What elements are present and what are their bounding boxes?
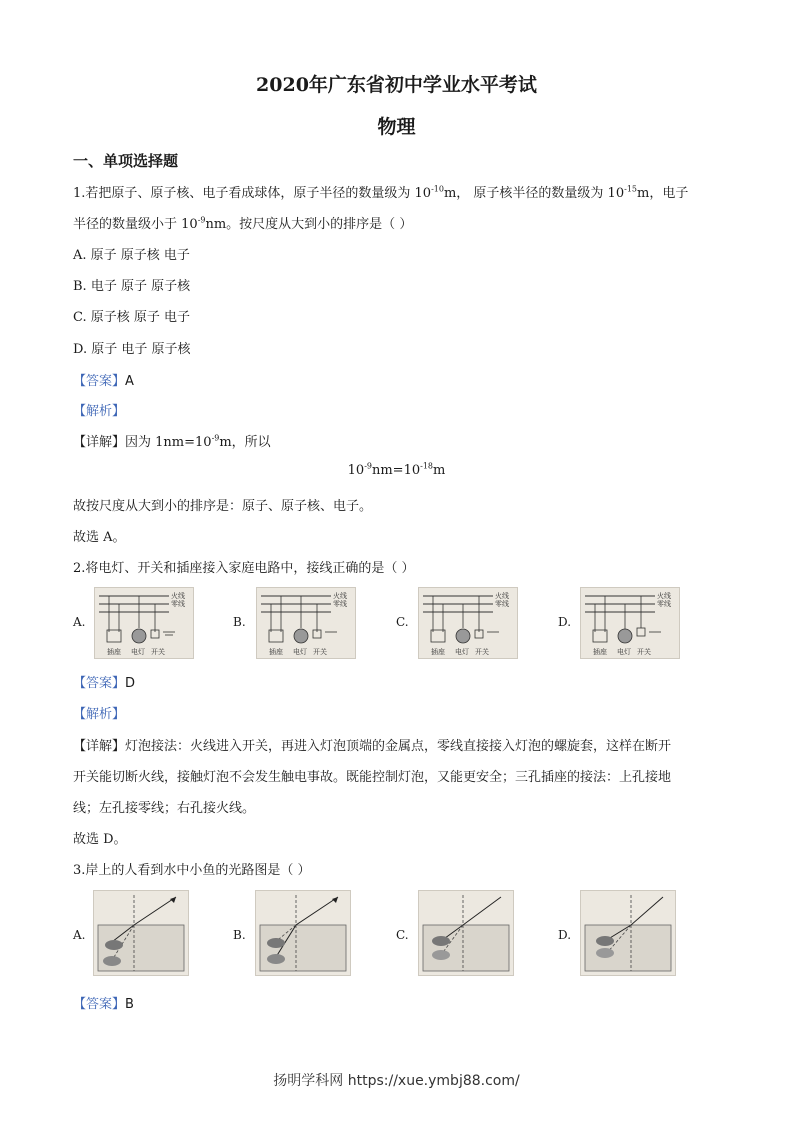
svg-text:火线: 火线 bbox=[171, 592, 185, 600]
q1-answer: 【答案】A bbox=[73, 374, 134, 389]
svg-text:电灯: 电灯 bbox=[293, 648, 307, 656]
svg-text:零线: 零线 bbox=[657, 600, 671, 608]
q3-optics-figure-d bbox=[580, 890, 676, 976]
svg-text:插座: 插座 bbox=[269, 648, 283, 656]
q1-equation: $10^{-9}nm=10^{-18}m$ bbox=[347, 461, 446, 478]
q1-stem-line2: 半径的数量级小于 $10^{-9}nm$。按尺度从大到小的排序是（ ） bbox=[73, 215, 413, 232]
q2-label-d: D. bbox=[558, 615, 572, 629]
q3-label-a: A. bbox=[73, 928, 86, 942]
svg-text:火线: 火线 bbox=[657, 592, 671, 600]
q3-options bbox=[0, 888, 793, 978]
q2-label-c: C. bbox=[396, 615, 409, 629]
q2-options bbox=[0, 585, 793, 665]
q2-circuit-figure-d bbox=[580, 587, 680, 659]
q2-label-b: B. bbox=[233, 615, 246, 629]
svg-text:插座: 插座 bbox=[107, 648, 121, 656]
q1-option-d: D. 原子 电子 原子核 bbox=[73, 342, 191, 357]
q3-label-d: D. bbox=[558, 928, 572, 942]
svg-text:开关: 开关 bbox=[151, 648, 165, 656]
svg-text:火线: 火线 bbox=[495, 592, 509, 600]
footer-watermark: 扬明学科网 https://xue.ymbj88.com/ bbox=[273, 1073, 520, 1089]
q1-option-c: C. 原子核 原子 电子 bbox=[73, 310, 191, 325]
svg-text:开关: 开关 bbox=[637, 648, 651, 656]
q1-detail: 【详解】因为 $1nm=10^{-9}m$，所以 bbox=[73, 433, 271, 450]
q2-stem: 2.将电灯、开关和插座接入家庭电路中，接线正确的是（ ） bbox=[73, 561, 415, 576]
q1-choose: 故选 A。 bbox=[73, 530, 126, 545]
q2-analysis: 【解析】 bbox=[73, 707, 126, 722]
q1-analysis: 【解析】 bbox=[73, 404, 126, 419]
q1-stem-line1: 1.若把原子、原子核、电子看成球体，原子半径的数量级为 $10^{-10}m$， 原子核半径的数量级为 $10^{-15}m$，电子 bbox=[73, 184, 689, 201]
q2-choose: 故选 D。 bbox=[73, 832, 127, 847]
q3-label-b: B. bbox=[233, 928, 246, 942]
svg-text:零线: 零线 bbox=[495, 600, 509, 608]
q3-optics-figure-c bbox=[418, 890, 514, 976]
svg-text:零线: 零线 bbox=[333, 600, 347, 608]
q3-label-c: C. bbox=[396, 928, 409, 942]
q3-stem: 3.岸上的人看到水中小鱼的光路图是（ ） bbox=[73, 863, 311, 878]
section-heading: 一、单项选择题 bbox=[73, 152, 179, 170]
q1-option-b: B. 电子 原子 原子核 bbox=[73, 279, 191, 294]
svg-text:开关: 开关 bbox=[313, 648, 327, 656]
q3-answer: 【答案】B bbox=[73, 997, 134, 1012]
svg-text:开关: 开关 bbox=[475, 648, 489, 656]
q1-option-a: A. 原子 原子核 电子 bbox=[73, 248, 190, 263]
svg-text:插座: 插座 bbox=[593, 648, 607, 656]
q2-detail-line1: 【详解】灯泡接法：火线进入开关，再进入灯泡顶端的金属点，零线直接接入灯泡的螺旋套，这样在断开 bbox=[73, 739, 672, 754]
q2-circuit-figure-b bbox=[256, 587, 356, 659]
q2-circuit-figure-c bbox=[418, 587, 518, 659]
q1-conclusion: 故按尺度从大到小的排序是：原子、原子核、电子。 bbox=[73, 499, 373, 514]
page-title: 2020年广东省初中学业水平考试 bbox=[256, 74, 537, 96]
q2-label-a: A. bbox=[73, 615, 86, 629]
q2-detail-line2: 开关能切断火线，接触灯泡不会发生触电事故。既能控制灯泡，又能更安全；三孔插座的接法：上孔接地 bbox=[73, 770, 672, 785]
svg-text:电灯: 电灯 bbox=[455, 648, 469, 656]
svg-text:电灯: 电灯 bbox=[131, 648, 145, 656]
svg-text:电灯: 电灯 bbox=[617, 648, 631, 656]
q2-answer: 【答案】D bbox=[73, 676, 136, 691]
q3-optics-figure-a bbox=[93, 890, 189, 976]
svg-text:火线: 火线 bbox=[333, 592, 347, 600]
page-subtitle: 物理 bbox=[377, 116, 416, 138]
q2-circuit-figure-a bbox=[94, 587, 194, 659]
svg-text:零线: 零线 bbox=[171, 600, 185, 608]
q2-detail-line3: 线；左孔接零线；右孔接火线。 bbox=[73, 801, 256, 816]
svg-text:插座: 插座 bbox=[431, 648, 445, 656]
q3-optics-figure-b bbox=[255, 890, 351, 976]
